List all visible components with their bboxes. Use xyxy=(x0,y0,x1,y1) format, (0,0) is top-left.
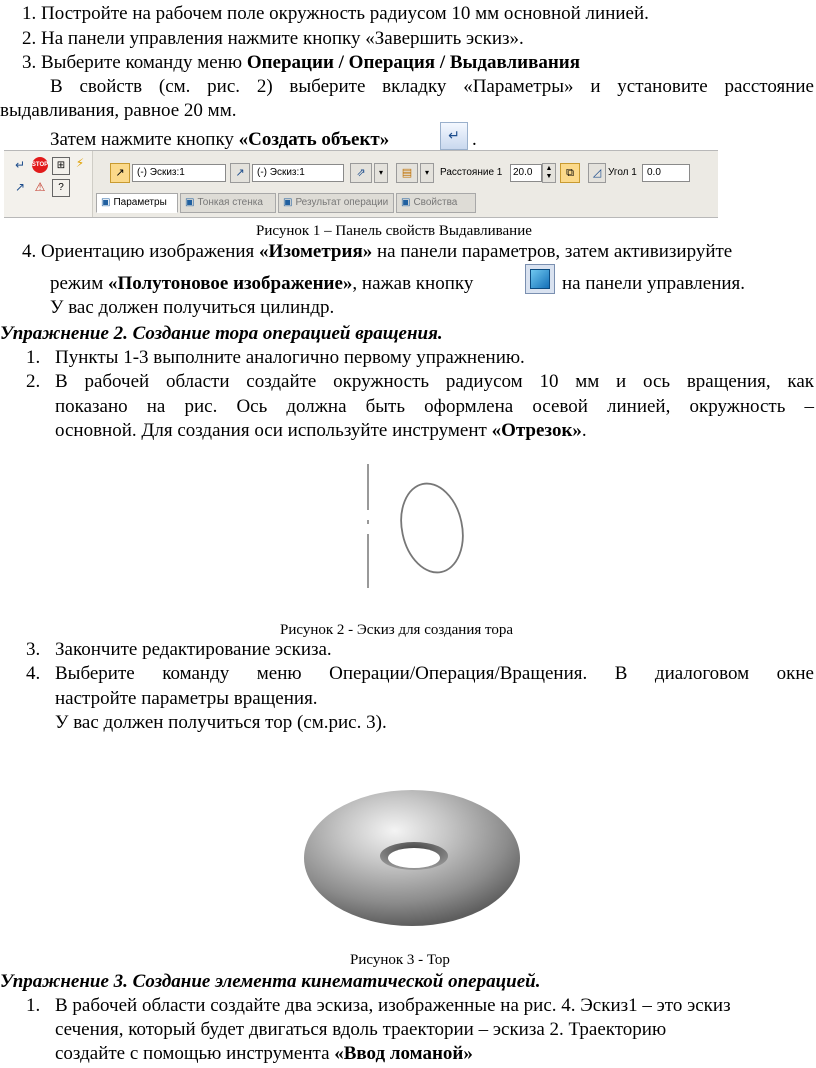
tab-operation-result[interactable]: ▣ Результат операции xyxy=(278,193,394,213)
direction-dropdown-icon[interactable]: ▾ xyxy=(374,163,388,183)
step-2-text: На панели управления нажмите кнопку «Завершить эскиз». xyxy=(41,28,524,49)
step-3-number: 3. xyxy=(22,52,37,73)
exercise-2-item-3: Закончите редактирование эскиза. xyxy=(55,639,332,660)
cube-icon xyxy=(530,269,550,289)
step-1-number: 1. xyxy=(22,3,37,24)
step-2-number: 2. xyxy=(22,28,37,49)
exercise-3-item-1-line2: сечения, который будет двигаться вдоль траектории – эскиза 2. Траекторию xyxy=(55,1019,667,1040)
stop-icon[interactable]: STOP xyxy=(32,157,48,173)
parameters-tab-icon: ▣ xyxy=(101,197,111,208)
thin-wall-tab-icon: ▣ xyxy=(185,197,195,208)
step-2 xyxy=(22,27,524,51)
torus-render xyxy=(300,780,520,930)
help-icon[interactable]: ? xyxy=(52,179,70,197)
torus-sketch-figure xyxy=(350,458,480,608)
step-1 xyxy=(22,2,649,26)
angle-input[interactable]: 0.0 xyxy=(642,164,690,182)
edit-icon[interactable]: ↗ xyxy=(14,180,26,194)
shaded-mode-icon xyxy=(525,264,555,294)
torus-hole xyxy=(388,848,440,868)
tab-properties[interactable]: ▣ Свойства xyxy=(396,193,476,213)
exercise-2-item-2-line2: показано на рис. Ось должна быть оформлена осевой линией, окружность – xyxy=(55,396,814,417)
tab-thin-wall[interactable]: ▣ Тонкая стенка xyxy=(180,193,276,213)
distance-lock-button[interactable]: ⧉ xyxy=(560,163,580,183)
warning-icon[interactable]: ⚠ xyxy=(34,180,46,194)
exercise-2-item-1: Пункты 1-3 выполните аналогично первому упражнению. xyxy=(55,347,525,368)
paragraph-extrude-line2: выдавливания, равное 20 мм. xyxy=(0,100,237,121)
exercise-2-item-4-line1: Выберите команду меню Операции/Операция/Вращения. В диалоговом окне xyxy=(55,663,814,684)
step-3 xyxy=(22,51,580,75)
properties-tab-icon: ▣ xyxy=(401,197,411,208)
sketch-select-button-1[interactable]: ↗ xyxy=(110,163,130,183)
step-4-line2: режим «Полутоновое изображение», нажав кнопку xyxy=(50,273,474,294)
method-button[interactable]: ▤ xyxy=(396,163,418,183)
step-4-line2-end: на панели управления. xyxy=(562,273,746,294)
angle-label: Угол 1 xyxy=(608,167,637,178)
exercise-3-item-1-line3: создайте с помощью инструмента «Ввод ломаной» xyxy=(55,1043,473,1064)
figure-1-caption: Рисунок 1 – Панель свойств Выдавливание xyxy=(256,223,532,239)
paragraph-create-object: Затем нажмите кнопку «Создать объект» xyxy=(50,129,390,150)
exercise-2-item-2-line3: основной. Для создания оси используйте инструмент «Отрезок». xyxy=(55,420,587,441)
exercise-2-item-4-line3: У вас должен получиться тор (см.рис. 3). xyxy=(55,712,387,733)
distance-input[interactable]: 20.0 xyxy=(510,164,542,182)
step-4-line1: 4. Ориентацию изображения «Изометрия» на панели параметров, затем активизируйте xyxy=(22,241,733,262)
step-1-text: Постройте на рабочем поле окружность радиусом 10 мм основной линией. xyxy=(41,3,649,24)
direction-button[interactable]: ⇗ xyxy=(350,163,372,183)
exercise-2-item-2-line1: В рабочей области создайте окружность радиусом 10 мм и ось вращения, как xyxy=(55,371,814,392)
lightning-icon[interactable]: ⚡ xyxy=(75,156,85,170)
paragraph-extrude-line1: В свойств (см. рис. 2) выберите вкладку «Параметры» и установите расстояние xyxy=(50,76,814,97)
sketch-field-1[interactable]: (-) Эскиз:1 xyxy=(132,164,226,182)
exercise-2-item-4-line2: настройте параметры вращения. xyxy=(55,688,318,709)
step-4-line3: У вас должен получиться цилиндр. xyxy=(50,297,335,318)
sketch-circle xyxy=(393,478,470,579)
distance-spinner[interactable]: ▲ ▼ xyxy=(542,163,556,183)
figure-2-caption: Рисунок 2 - Эскиз для создания тора xyxy=(280,622,514,638)
distance-label: Расстояние 1 xyxy=(440,167,503,178)
angle-icon[interactable]: ◿ xyxy=(588,163,606,183)
exercise-3-title: Упражнение 3. Создание элемента кинематической операцией. xyxy=(0,971,541,992)
create-object-label: «Создать объект» xyxy=(238,129,390,150)
step-3-menu-path: Операции / Операция / Выдавливания xyxy=(246,52,581,73)
extrude-properties-panel xyxy=(4,150,718,218)
step-3-text: Выберите команду меню xyxy=(41,52,247,73)
operation-result-tab-icon: ▣ xyxy=(283,197,293,208)
figure-3-caption: Рисунок 3 - Тор xyxy=(350,952,450,968)
exercise-3-item-1-line1: В рабочей области создайте два эскиза, изображенные на рис. 4. Эскиз1 – это эскиз xyxy=(55,995,731,1016)
sketch-field-2[interactable]: (-) Эскиз:1 xyxy=(252,164,344,182)
create-object-icon: ↵ xyxy=(440,122,468,150)
sketch-select-button-2[interactable]: ↗ xyxy=(230,163,250,183)
exercise-2-title: Упражнение 2. Создание тора операцией вращения. xyxy=(0,323,443,344)
create-object-icon[interactable]: ↵ xyxy=(14,158,26,172)
grid-icon[interactable]: ⊞ xyxy=(52,157,70,175)
tab-parameters[interactable]: ▣ Параметры xyxy=(96,193,178,213)
method-dropdown-icon[interactable]: ▾ xyxy=(420,163,434,183)
panel-control-group xyxy=(4,151,93,217)
